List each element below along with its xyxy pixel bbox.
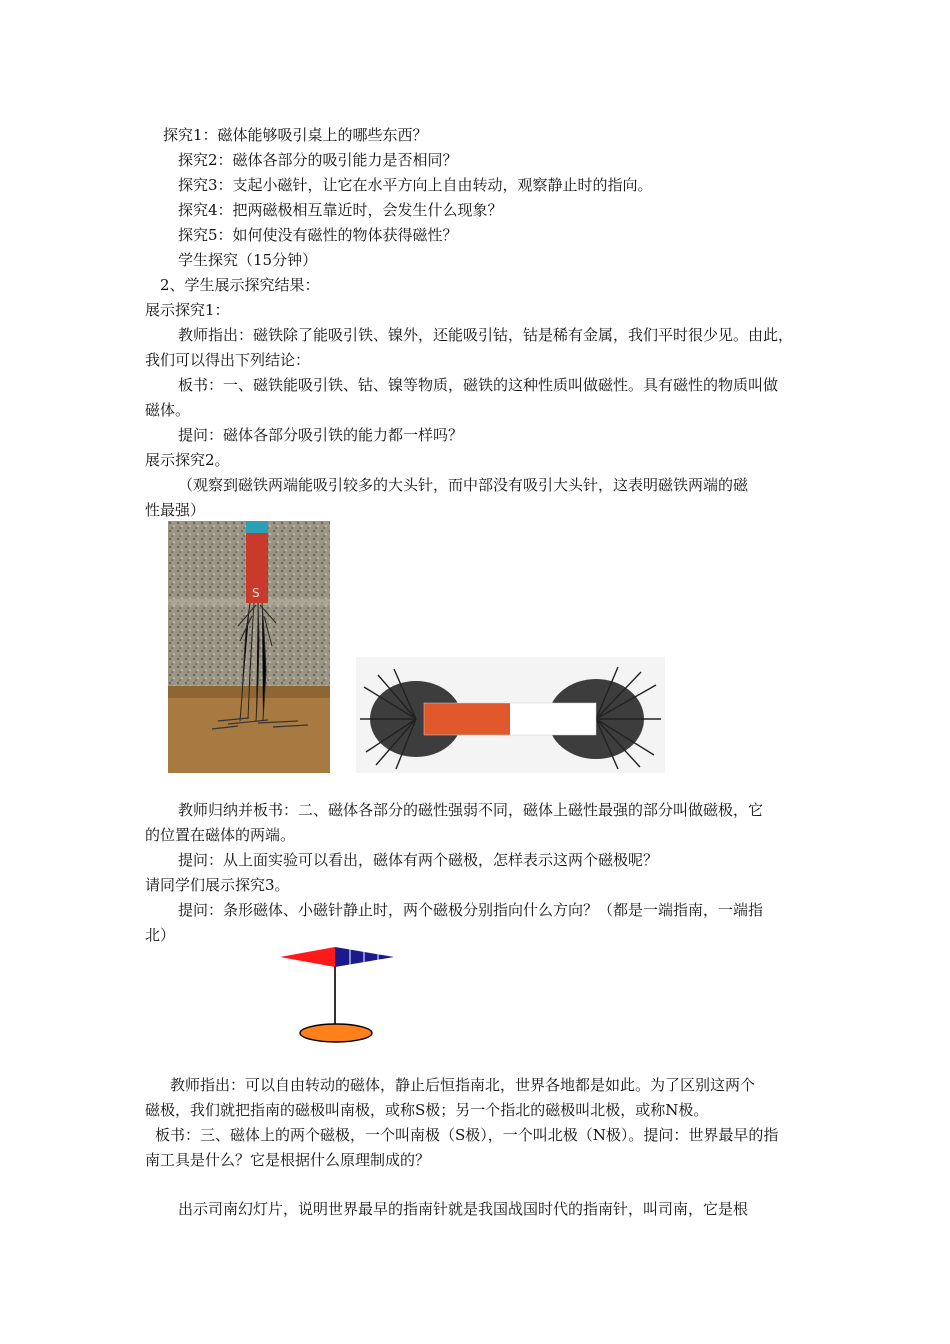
magnet-with-pins-photo bbox=[168, 521, 330, 773]
invite-show-3: 请同学们展示探究3。 bbox=[145, 876, 290, 894]
show-1-heading: 展示探究1： bbox=[145, 301, 230, 319]
teacher-note-1-line1: 教师指出：磁铁除了能吸引铁、镍外，还能吸引钴，钴是稀有金属，我们平时很少见。由此， bbox=[178, 326, 794, 344]
question-3-line2: 北） bbox=[145, 926, 176, 944]
board-note-3-line2: 南工具是什么？它是根据什么原理制成的？ bbox=[145, 1151, 431, 1169]
teacher-points-line1: 教师指出：可以自由转动的磁体，静止后恒指南北，世界各地都是如此。为了区别这两个 bbox=[170, 1076, 756, 1094]
show-2-heading: 展示探究2。 bbox=[145, 451, 230, 469]
board-note-1-line1: 板书：一、磁铁能吸引铁、钴、镍等物质，磁铁的这种性质叫做磁性。具有磁性的物质叫做 bbox=[178, 376, 779, 394]
student-inquiry-time: 学生探究（15分钟） bbox=[178, 251, 318, 269]
observation-line2: 性最强） bbox=[145, 501, 206, 519]
question-3-line1: 提问：条形磁体、小磁针静止时，两个磁极分别指向什么方向？（都是一端指南，一端指 bbox=[178, 901, 764, 919]
inquiry-5: 探究5：如何使没有磁性的物体获得磁性？ bbox=[178, 226, 458, 244]
summary-line2: 的位置在磁体的两端。 bbox=[145, 826, 296, 844]
teacher-note-1-line2: 我们可以得出下列结论： bbox=[145, 351, 311, 369]
inquiry-3: 探究3：支起小磁针，让它在水平方向上自由转动，观察静止时的指向。 bbox=[178, 176, 653, 194]
board-note-3-line1: 板书：三、磁体上的两个磁极，一个叫南极（S极），一个叫北极（N极）。提问：世界最早的指 bbox=[155, 1126, 779, 1144]
magnet-pole-label: S bbox=[252, 586, 260, 600]
section-2-heading: 2、学生展示探究结果： bbox=[160, 276, 320, 294]
closing-line: 出示司南幻灯片，说明世界最早的指南针就是我国战国时代的指南针，叫司南，它是根 bbox=[178, 1200, 749, 1218]
compass-needle-diagram bbox=[278, 943, 396, 1045]
inquiry-1: 探究1：磁体能够吸引桌上的哪些东西？ bbox=[163, 126, 428, 144]
inquiry-4: 探究4：把两磁极相互靠近时，会发生什么现象？ bbox=[178, 201, 503, 219]
question-2: 提问：从上面实验可以看出，磁体有两个磁极，怎样表示这两个磁极呢？ bbox=[178, 851, 659, 869]
magnet-iron-filings-photo bbox=[356, 657, 665, 773]
observation-line1: （观察到磁铁两端能吸引较多的大头针，而中部没有吸引大头针，这表明磁铁两端的磁 bbox=[178, 476, 749, 494]
question-1: 提问：磁体各部分吸引铁的能力都一样吗？ bbox=[178, 426, 464, 444]
board-note-1-line2: 磁体。 bbox=[145, 401, 191, 419]
summary-line1: 教师归纳并板书：二、磁体各部分的磁性强弱不同，磁体上磁性最强的部分叫做磁极，它 bbox=[178, 801, 764, 819]
teacher-points-line2: 磁极，我们就把指南的磁极叫南极，或称S极；另一个指北的磁极叫北极，或称N极。 bbox=[145, 1101, 709, 1119]
inquiry-2: 探究2：磁体各部分的吸引能力是否相同？ bbox=[178, 151, 458, 169]
